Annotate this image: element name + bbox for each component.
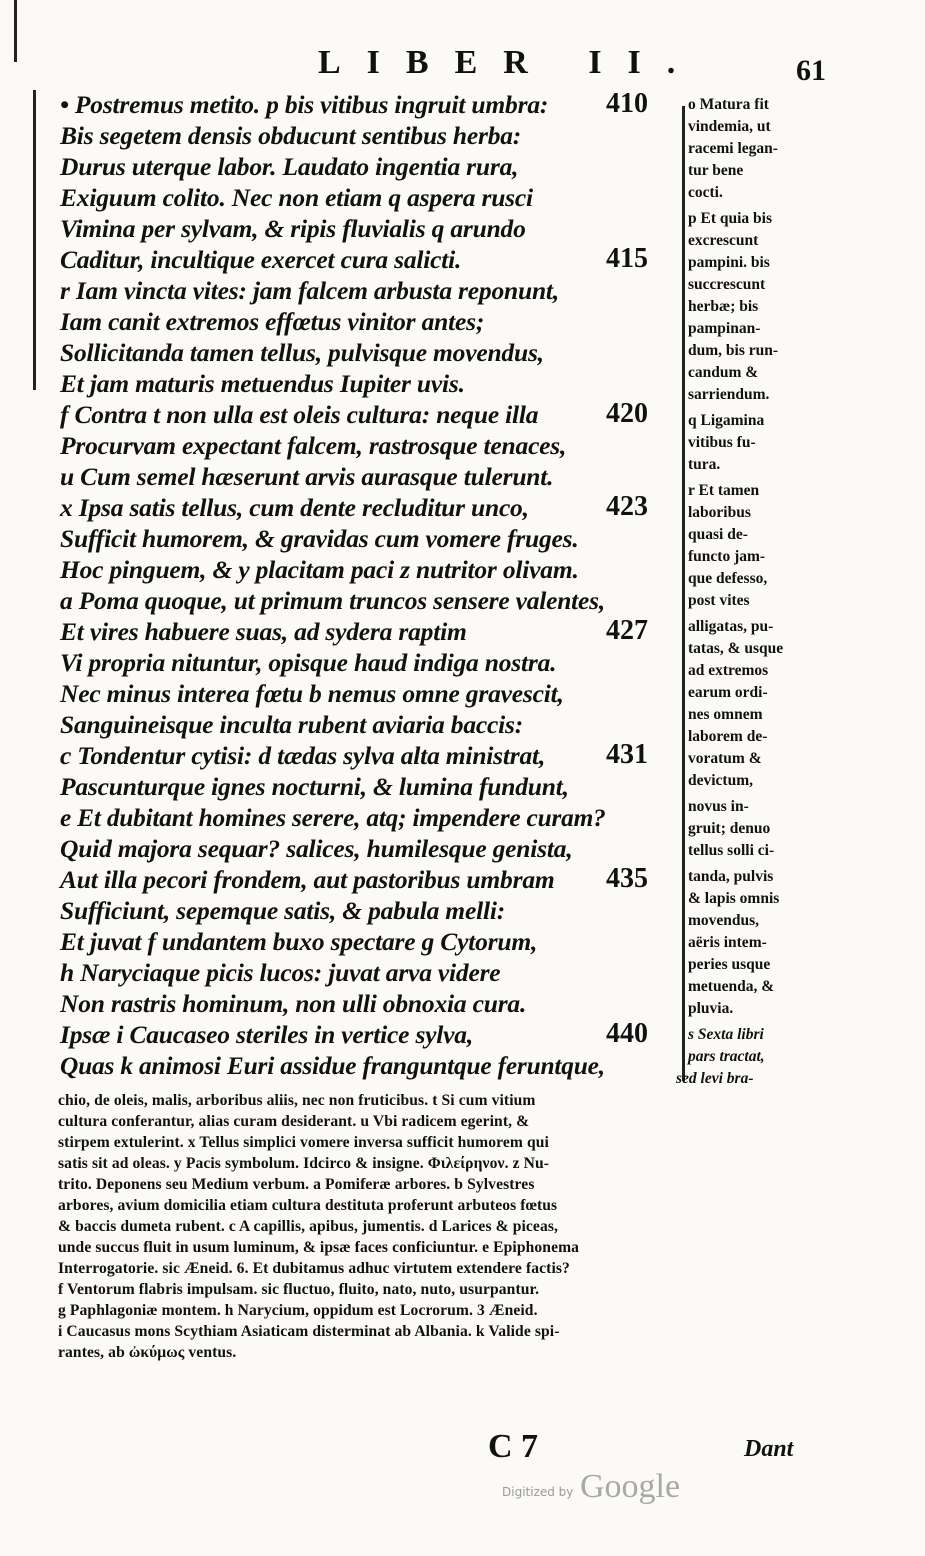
verse-line: Vi propria nituntur, opisque haud indiga nostra. [60, 648, 557, 677]
gloss-line: aëris intem- [688, 934, 767, 951]
verse-number: 427 [606, 615, 648, 646]
verse-number: 431 [606, 739, 648, 770]
verse-line: r Iam vincta vites: jam falcem arbusta reponunt, [60, 276, 559, 305]
verse-line: Bis segetem densis obducunt sentibus herba: [60, 121, 522, 150]
left-margin-rule-lower [33, 90, 36, 390]
gloss-line: functo jam- [688, 548, 766, 565]
gloss-line: pluvia. [688, 1000, 734, 1017]
gloss-line: sed levi bra- [676, 1070, 754, 1087]
gloss-line: tatas, & usque [688, 640, 784, 657]
verse-line: Non rastris hominum, non ulli obnoxia cura. [60, 989, 527, 1018]
verse-line: Et juvat f undantem buxo spectare g Cytorum, [60, 927, 538, 956]
verse-number: 435 [606, 863, 648, 894]
verse-line: Sufficit humorem, & gravidas cum vomere fruges. [60, 524, 579, 553]
gloss-line: alligatas, pu- [688, 618, 774, 635]
footnote-line: Interrogatorie. sic Æneid. 6. Et dubitamus adhuc virtutem extendere factis? [58, 1260, 570, 1277]
gloss-line: movendus, [688, 912, 760, 929]
footnote-line: f Ventorum flabris impulsam. sic fluctuo, fluito, nato, nuto, usurpantur. [58, 1281, 540, 1298]
verse-line: c Tondentur cytisi: d tædas sylva alta ministrat, [60, 741, 546, 770]
gloss-line: earum ordi- [688, 684, 768, 701]
footnote-line: & baccis dumeta rubent. c A capillis, apibus, jumentis. d Larices & piceas, [58, 1218, 559, 1235]
verse-line: a Poma quoque, ut primum truncos sensere valentes, [60, 586, 606, 615]
verse-line: Iam canit extremos effœtus vinitor antes; [60, 307, 485, 336]
column-divider [682, 106, 685, 1081]
gloss-line: cocti. [688, 184, 723, 201]
verse-line: Exiguum colito. Nec non etiam q aspera rusci [60, 183, 533, 212]
verse-line: Durus uterque labor. Laudato ingentia rura, [60, 152, 519, 181]
verse-line: Pascunturque ignes nocturni, & lumina fundunt, [60, 772, 569, 801]
gloss-line: p Et quia bis [688, 210, 773, 227]
verse-line: f Contra t non ulla est oleis cultura: neque illa [60, 400, 539, 429]
gloss-line: excrescunt [688, 232, 759, 249]
gloss-line: que defesso, [688, 570, 768, 587]
gloss-line: tanda, pulvis [688, 868, 774, 885]
verse-line: Sanguineisque inculta rubent aviaria baccis: [60, 710, 524, 739]
gloss-line: pampini. bis [688, 254, 770, 271]
gloss-line: quasi de- [688, 526, 748, 543]
gloss-line: candum & [688, 364, 759, 381]
verse-line: Et jam maturis metuendus Iupiter uvis. [60, 369, 465, 398]
verse-number: 410 [606, 88, 648, 119]
gloss-line: peries usque [688, 956, 771, 973]
gloss-line: vindemia, ut [688, 118, 771, 135]
footnote-line: i Caucasus mons Scythiam Asiaticam disterminat ab Albania. k Valide spi- [58, 1323, 560, 1340]
verse-number: 423 [606, 491, 648, 522]
verse-line: Quid majora sequar? salices, humilesque genista, [60, 834, 573, 863]
footnote-line: satis sit ad oleas. y Pacis symbolum. Idcirco & insigne. Φιλείρηνον. z Nu- [58, 1155, 550, 1172]
gloss-line: & lapis omnis [688, 890, 780, 907]
gloss-line: novus in- [688, 798, 749, 815]
gloss-line: tellus solli ci- [688, 842, 775, 859]
verse-line: Caditur, incultique exercet cura salicti. [60, 245, 462, 274]
footnote-line: arbores, avium domicilia etiam cultura destituta proferunt arbuteos fœtus [58, 1197, 558, 1214]
gloss-line: o Matura fit [688, 96, 769, 113]
gloss-line: tur bene [688, 162, 744, 179]
gloss-line: succrescunt [688, 276, 766, 293]
digitized-by-label: Digitized by [502, 1485, 574, 1499]
verse-line: Nec minus interea fœtu b nemus omne gravescit, [60, 679, 564, 708]
gloss-line: laboribus [688, 504, 751, 521]
gloss-line: laborem de- [688, 728, 768, 745]
google-watermark: Google [580, 1468, 681, 1505]
gloss-line: vitibus fu- [688, 434, 756, 451]
verse-number: 420 [606, 398, 648, 429]
verse-line: Et vires habuere suas, ad sydera raptim [60, 617, 467, 646]
gloss-line: r Et tamen [688, 482, 760, 499]
verse-line: u Cum semel hæserunt arvis aurasque tulerunt. [60, 462, 554, 491]
gloss-line: post vites [688, 592, 750, 609]
verse-line: Quas k animosi Euri assidue franguntque feruntque, [60, 1051, 605, 1080]
gloss-line: devictum, [688, 772, 754, 789]
verse-line: Ipsæ i Caucaseo steriles in vertice sylva, [60, 1020, 474, 1049]
verse-number: 440 [606, 1018, 648, 1049]
gloss-line: nes omnem [688, 706, 763, 723]
gloss-line: s Sexta libri [688, 1026, 764, 1043]
footnote-line: rantes, ab ὠκύμως ventus. [58, 1344, 237, 1361]
verse-line: Procurvam expectant falcem, rastrosque tenaces, [60, 431, 567, 460]
verse-line: Sufficiunt, sepemque satis, & pabula melli: [60, 896, 506, 925]
footnote-line: trito. Deponens seu Medium verbum. a Pomiferæ arbores. b Sylvestres [58, 1176, 535, 1193]
verse-line: Sollicitanda tamen tellus, pulvisque movendus, [60, 338, 544, 367]
verse-line: Hoc pinguem, & y placitam paci z nutritor olivam. [60, 555, 579, 584]
catchword: Dant [744, 1436, 794, 1462]
footnote-line: unde succus fluit in usum luminum, & ipsæ faces conficiuntur. e Epiphonema [58, 1239, 580, 1256]
running-title: LIBER II. [318, 44, 702, 81]
gloss-line: pampinan- [688, 320, 761, 337]
page-number: 61 [796, 54, 826, 87]
footnote-line: g Paphlagoniæ montem. h Narycium, oppidum est Locrorum. 3 Æneid. [58, 1302, 538, 1319]
footnote-line: cultura conferantur, alias curam desiderant. u Vbi radicem egerint, & [58, 1113, 530, 1130]
verse-line: • Postremus metito. p bis vitibus ingruit umbra: [60, 90, 549, 119]
verse-number: 415 [606, 243, 648, 274]
gloss-line: tura. [688, 456, 721, 473]
gloss-line: sarriendum. [688, 386, 770, 403]
gloss-line: dum, bis run- [688, 342, 779, 359]
verse-line: e Et dubitant homines serere, atq; impendere curam? [60, 803, 606, 832]
verse-line: Vimina per sylvam, & ripis fluvialis q arundo [60, 214, 526, 243]
footnote-line: chio, de oleis, malis, arboribus aliis, nec non fruticibus. t Si cum vitium [58, 1092, 536, 1109]
verse-line: Aut illa pecori frondem, aut pastoribus umbram [60, 865, 555, 894]
verse-line: x Ipsa satis tellus, cum dente recluditur unco, [60, 493, 529, 522]
signature-mark: C 7 [488, 1428, 539, 1465]
gloss-line: ad extremos [688, 662, 769, 679]
gloss-line: gruit; denuo [688, 820, 771, 837]
footnote-line: stirpem extulerint. x Tellus simplici vomere inversa sufficit humorem qui [58, 1134, 549, 1151]
gloss-line: metuenda, & [688, 978, 775, 995]
gloss-line: racemi legan- [688, 140, 778, 157]
verse-line: h Naryciaque picis lucos: juvat arva videre [60, 958, 501, 987]
gloss-line: pars tractat, [688, 1048, 765, 1065]
gloss-line: herbæ; bis [688, 298, 759, 315]
left-margin-rule [14, 0, 17, 62]
gloss-line: voratum & [688, 750, 762, 767]
gloss-line: q Ligamina [688, 412, 765, 429]
